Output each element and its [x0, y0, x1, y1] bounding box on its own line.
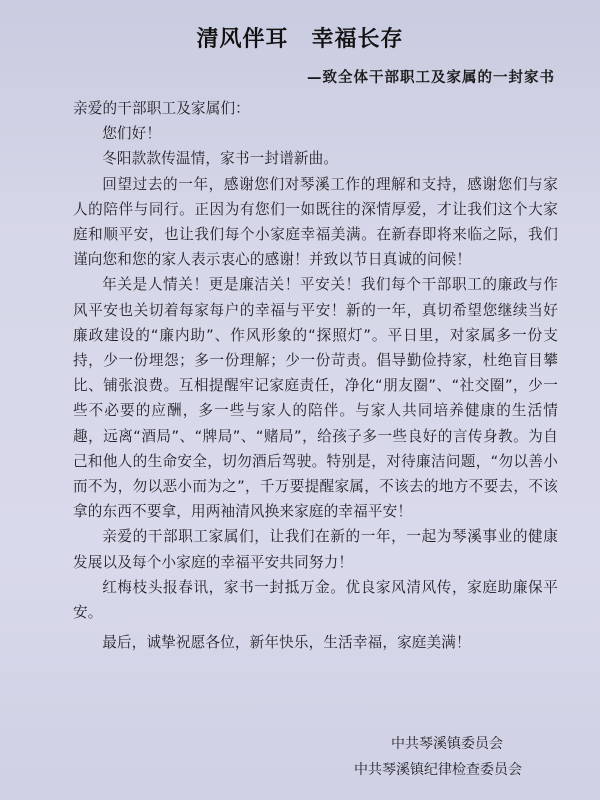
letter-body [73, 96, 558, 655]
paragraph-appeal: 亲爱的干部职工家属们，让我们在新的一年，一起为琴溪事业的健康发展以及每个小家庭的幸福平安共同努力！ [73, 528, 558, 571]
salutation: 亲爱的干部职工及家属们： [73, 100, 250, 117]
signature-block [354, 731, 522, 783]
paragraph-integrity: 年关是人情关！更是廉洁关！平安关！我们每个干部职工的廉政与作风平安也关切着每家每户的幸福与平安！新的一年，真切希望您继续当好廉政建设的“廉内助”、作风形象的“探照灯”。平日里，对家属多一份支持，少一份埋怨；多一份理解；少一份苛责。倡导勤俭持家，杜绝盲目攀比、铺张浪费。互相提醒牢记家庭责任，净化“朋友圈”、“社交圈”，少一些不必要的应酬，多一些与家人的陪伴。与家人共同培养健康的生活情趣，远离“酒局”、“牌局”、“赌局”，给孩子多一些良好的言传身教。为自己和他人的生命安全，切勿酒后驾驶。特别是，对待廉洁问题，“勿以善小而不为，勿以恶小而为之”，千万要提醒家属，不该去的地方不要去，不该拿的东西不要拿，用两袖清风换来家庭的幸福平安！ [73, 276, 558, 521]
letter-subtitle: —致全体干部职工及家属的一封家书 [307, 70, 555, 86]
signature-discipline-committee: 中共琴溪镇纪律检查委员会 [354, 762, 522, 778]
paragraph-closing: 最后，诚挚祝愿各位，新年快乐，生活幸福，家庭美满！ [102, 634, 471, 652]
paragraph-greeting: 您们好！ [102, 125, 162, 143]
paragraph-couplet: 红梅枝头报春讯，家书一封抵万金。优良家风清风传，家庭助廉保平安。 [73, 578, 558, 622]
paragraph-review: 回望过去的一年，感谢您们对琴溪工作的理解和支持，感谢您们与家人的陪伴与同行。正因为有您们一如既往的深情厚爱，才让我们这个大家庭和顺平安，也让我们每个小家庭幸福美满。在新春即将来临之际，我们谨向您和您的家人表示衷心的感谢！并致以节日真诚的问候！ [73, 175, 558, 269]
signature-party-committee: 中共琴溪镇委员会 [391, 736, 503, 752]
paragraph-opening: 冬阳款款传温情，家书一封谱新曲。 [102, 150, 339, 168]
letter-title: 清风伴耳 幸福长存 [196, 27, 404, 52]
